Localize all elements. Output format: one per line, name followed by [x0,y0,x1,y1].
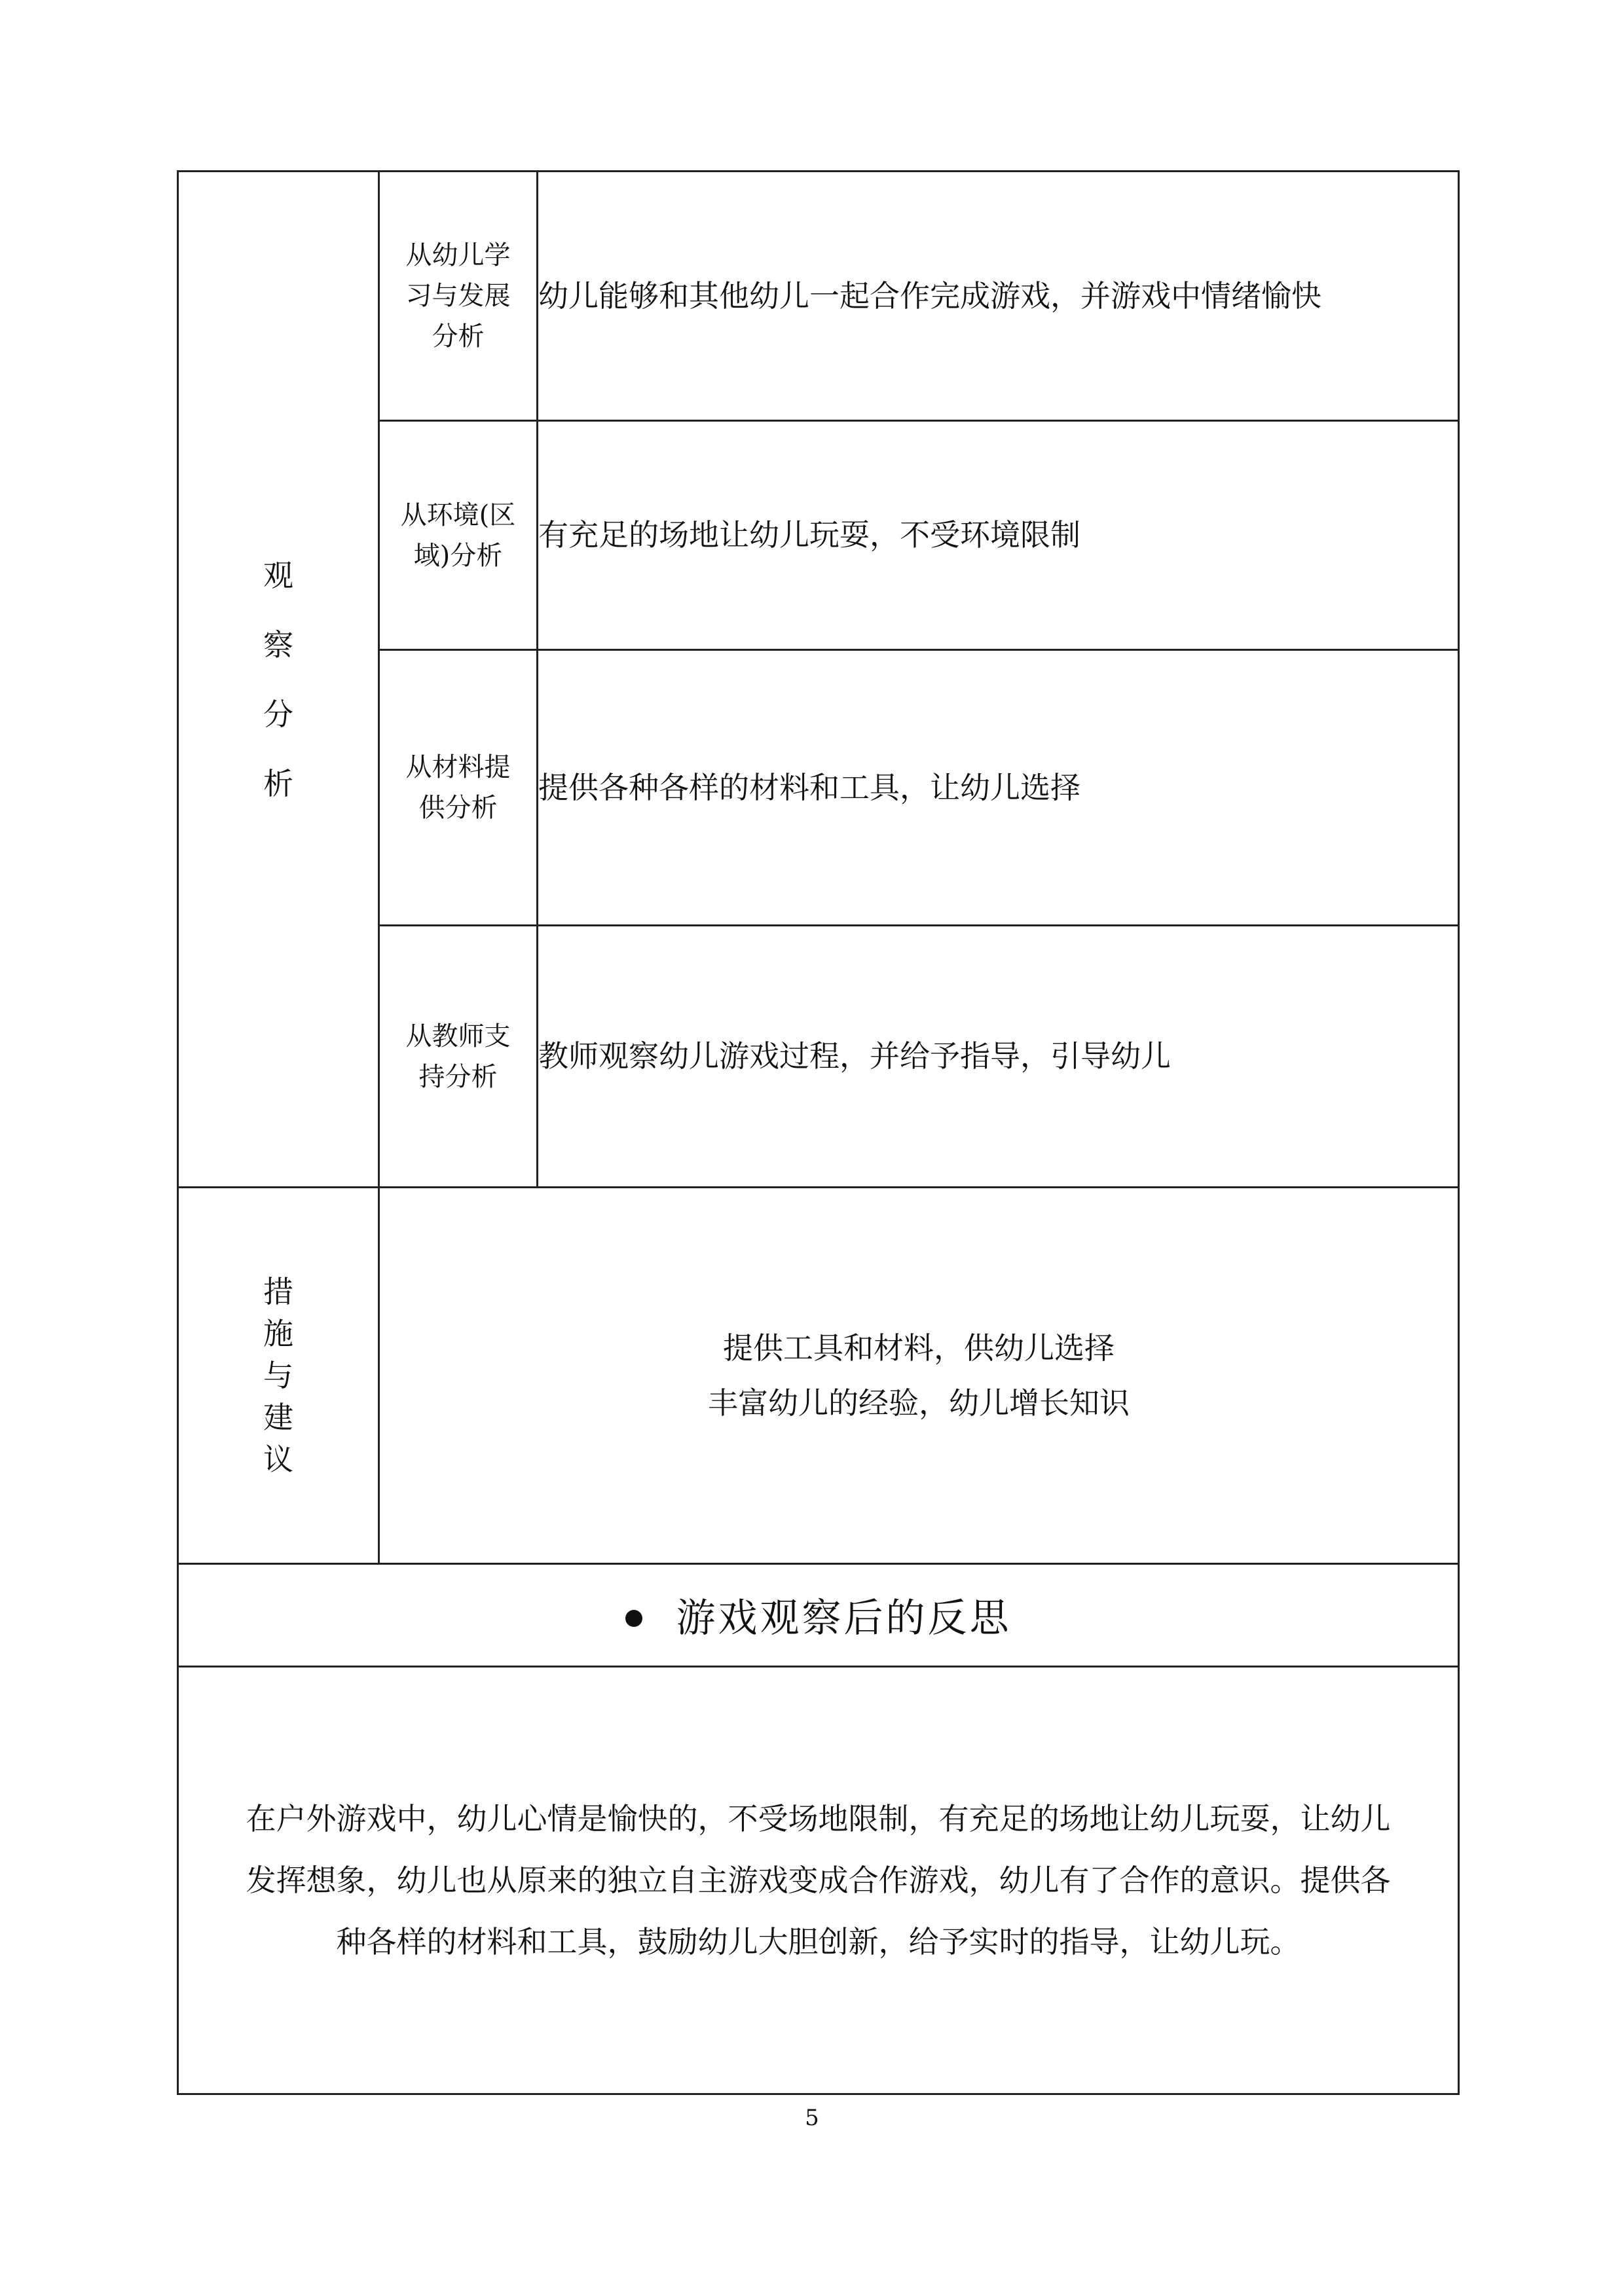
label-line: 供分析 [418,793,498,823]
teacher-support-content: 教师观察幼儿游戏过程，并给予指导，引导幼儿 [538,926,1459,1188]
label-line: 从环境(区 [400,500,516,530]
learning-development-label [379,172,538,421]
label-line: 分析 [432,321,485,352]
teacher-support-label [379,926,538,1188]
label-line: 习与发展 [405,281,511,311]
bullet-icon [625,1610,642,1627]
environment-content: 有充足的场地让幼儿玩耍，不受环境限制 [538,421,1459,650]
learning-development-content: 幼儿能够和其他幼儿一起合作完成游戏，并游戏中情绪愉快 [538,172,1459,421]
label-char: 析 [263,765,293,801]
table-row [178,1188,1459,1564]
label-char: 措 [263,1274,293,1309]
reflection-line: 在户外游戏中，幼儿心情是愉快的，不受场地限制，有充足的场地让幼儿玩耍，让幼儿 [246,1801,1391,1836]
table-row [178,172,1459,421]
label-char: 察 [263,627,293,663]
table-row [178,1564,1459,1667]
reflection-content [178,1667,1459,2094]
measures-line: 提供工具和材料，供幼儿选择 [723,1330,1115,1366]
materials-content: 提供各种各样的材料和工具，让幼儿选择 [538,650,1459,926]
label-char: 分 [263,696,293,732]
label-line: 从教师支 [405,1021,511,1051]
table-row [178,1667,1459,2094]
materials-label [379,650,538,926]
label-char: 与 [263,1358,293,1393]
observation-record-table [177,170,1460,2095]
reflection-title: 游戏观察后的反思 [676,1595,1012,1641]
page-number: 5 [805,2105,819,2131]
reflection-line: 种各样的材料和工具，鼓励幼儿大胆创新，给予实时的指导，让幼儿玩。 [336,1924,1301,1959]
label-line: 从幼儿学 [405,240,511,270]
reflection-line: 发挥想象，幼儿也从原来的独立自主游戏变成合作游戏，幼儿有了合作的意识。提供各 [246,1863,1391,1898]
label-line: 持分析 [418,1061,498,1092]
environment-label [379,421,538,650]
reflection-heading [178,1564,1459,1667]
label-char: 施 [263,1316,293,1351]
label-char: 议 [263,1442,293,1477]
measures-line: 丰富幼儿的经验，幼儿增长知识 [708,1385,1130,1421]
label-char: 观 [263,557,293,593]
measures-suggestions-label [178,1188,379,1564]
label-char: 建 [263,1400,293,1435]
observation-analysis-label [178,172,379,1188]
measures-suggestions-content [379,1188,1459,1564]
label-line: 域)分析 [413,540,503,571]
label-line: 从材料提 [405,752,511,782]
